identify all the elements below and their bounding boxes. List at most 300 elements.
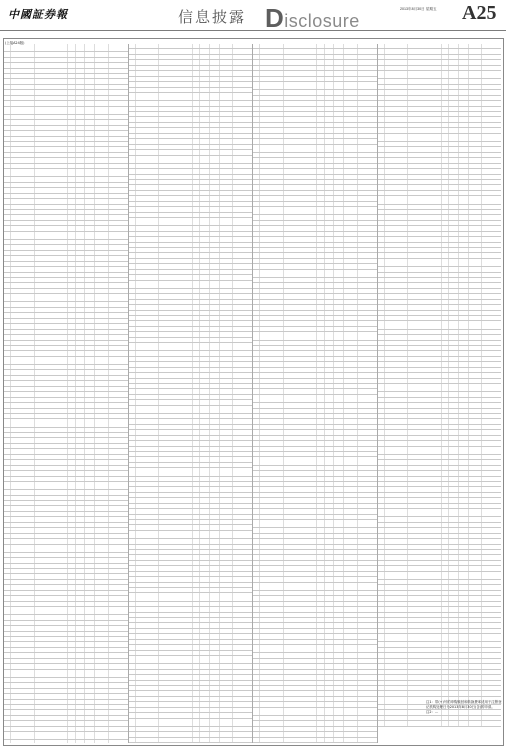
table-cell: [200, 675, 210, 679]
table-cell: [408, 487, 441, 491]
table-cell: [159, 577, 192, 581]
table-cell: [11, 126, 34, 130]
table-cell: [344, 153, 358, 157]
table-cell: [159, 708, 192, 712]
table-cell: [482, 79, 501, 83]
table-cell: [129, 253, 136, 257]
table-cell: [253, 128, 260, 132]
table-cell: [159, 139, 192, 143]
table-cell: [193, 185, 200, 189]
table-cell: [385, 226, 408, 230]
table-cell: [482, 664, 501, 668]
table-cell: [68, 283, 75, 287]
table-cell: [159, 738, 192, 742]
table-cell: [449, 686, 459, 690]
table-cell: [220, 656, 234, 663]
table-cell: [193, 493, 200, 497]
table-cell: [260, 164, 283, 168]
table-cell: [449, 403, 459, 407]
table-cell: [344, 607, 358, 611]
table-cell: [449, 455, 459, 459]
table-cell: [482, 545, 501, 549]
table-cell: [378, 283, 385, 287]
table-cell: [408, 273, 441, 277]
table-row: [378, 572, 502, 580]
table-cell: [442, 210, 449, 214]
table-cell: [317, 409, 324, 413]
table-cell: [378, 430, 385, 434]
table-cell: [76, 278, 86, 282]
table-cell: [284, 49, 317, 53]
table-cell: [129, 77, 136, 81]
table-cell: [260, 66, 283, 70]
table-cell: [358, 248, 377, 252]
table-cell: [68, 115, 75, 119]
table-cell: [95, 642, 109, 646]
table-cell: [136, 395, 159, 399]
table-cell: [193, 316, 200, 320]
table-cell: [200, 362, 210, 366]
table-cell: [408, 629, 441, 633]
table-cell: [284, 534, 317, 538]
table-cell: [109, 539, 128, 543]
table-cell: [95, 689, 109, 693]
table-cell: [129, 482, 136, 486]
table-cell: [344, 123, 358, 127]
table-cell: [76, 398, 86, 402]
table-cell: [76, 313, 86, 317]
table-cell: [325, 346, 335, 350]
table-cell: [442, 205, 449, 209]
table-cell: [469, 248, 483, 252]
table-cell: [95, 607, 109, 614]
table-cell: [129, 196, 136, 200]
table-cell: [76, 523, 86, 527]
table-cell: [11, 466, 34, 470]
table-cell: [68, 137, 75, 141]
table-cell: [358, 539, 377, 543]
table-cell: [459, 205, 469, 209]
table-cell: [317, 327, 324, 331]
table-cell: [385, 341, 408, 345]
table-cell: [408, 278, 441, 282]
table-cell: [136, 498, 159, 502]
table-cell: [109, 506, 128, 510]
table-cell: [334, 221, 344, 225]
table-cell: [129, 175, 136, 179]
table-cell: [233, 44, 252, 48]
table-cell: [85, 648, 95, 652]
table-cell: [220, 389, 234, 393]
table-cell: [11, 330, 34, 334]
table-cell: [159, 681, 192, 685]
table-cell: [11, 142, 34, 146]
table-cell: [459, 210, 469, 214]
table-cell: [4, 52, 11, 56]
table-cell: [385, 466, 408, 470]
table-cell: [76, 251, 86, 255]
table-cell: [284, 368, 317, 372]
table-cell: [378, 697, 385, 704]
table-cell: [325, 134, 335, 138]
table-cell: [210, 218, 220, 225]
table-cell: [76, 85, 86, 89]
table-cell: [459, 716, 469, 720]
table-cell: [408, 580, 441, 584]
table-cell: [317, 623, 324, 627]
table-cell: [109, 596, 128, 600]
table-cell: [35, 642, 68, 646]
table-cell: [109, 357, 128, 364]
table-cell: [4, 278, 11, 282]
table-cell: [442, 659, 449, 663]
table-cell: [11, 705, 34, 709]
table-cell: [210, 629, 220, 633]
table-cell: [233, 708, 252, 712]
table-cell: [35, 444, 68, 448]
table-cell: [136, 493, 159, 497]
table-cell: [385, 123, 408, 127]
table-cell: [358, 466, 377, 470]
table-row: [129, 531, 253, 539]
table-cell: [109, 564, 128, 568]
table-cell: [459, 283, 469, 287]
table-cell: [317, 645, 324, 652]
table-cell: [136, 561, 159, 565]
table-cell: [325, 670, 335, 674]
table-cell: [344, 477, 358, 481]
table-cell: [85, 621, 95, 625]
table-cell: [344, 545, 358, 549]
table-cell: [200, 343, 210, 350]
table-cell: [378, 517, 385, 521]
table-cell: [378, 566, 385, 570]
table-cell: [253, 591, 260, 595]
table-cell: [482, 294, 501, 298]
table-cell: [344, 373, 358, 377]
table-cell: [325, 577, 335, 581]
table-cell: [220, 321, 234, 325]
table-row: [378, 321, 502, 329]
table-cell: [35, 137, 68, 141]
table-cell: [253, 321, 260, 325]
table-cell: [4, 553, 11, 557]
table-cell: [200, 259, 210, 263]
table-cell: [85, 226, 95, 230]
table-cell: [200, 289, 210, 293]
table-cell: [378, 539, 385, 543]
table-cell: [284, 264, 317, 268]
table-cell: [11, 74, 34, 78]
table-cell: [469, 346, 483, 350]
table-cell: [378, 278, 385, 282]
table-cell: [358, 664, 377, 668]
table-cell: [76, 240, 86, 244]
table-cell: [35, 226, 68, 230]
table-cell: [68, 621, 75, 625]
table-cell: [482, 215, 501, 219]
table-cell: [408, 294, 441, 298]
table-cell: [385, 117, 408, 121]
table-cell: [317, 477, 324, 481]
table-cell: [159, 368, 192, 372]
table-cell: [317, 332, 324, 339]
table-cell: [378, 71, 385, 78]
table-cell: [200, 270, 210, 274]
table-cell: [459, 517, 469, 521]
table-cell: [334, 509, 344, 513]
continued-label: (上接A24版): [5, 41, 25, 45]
table-cell: [253, 664, 260, 668]
table-cell: [408, 686, 441, 690]
table-cell: [200, 332, 210, 336]
table-cell: [11, 341, 34, 345]
table-cell: [469, 330, 483, 334]
table-cell: [284, 482, 317, 486]
table-cell: [136, 294, 159, 298]
table-cell: [4, 107, 11, 114]
table-cell: [469, 504, 483, 508]
table-cell: [85, 558, 95, 562]
table-cell: [68, 648, 75, 652]
table-cell: [459, 101, 469, 105]
table-cell: [260, 545, 283, 549]
table-cell: [358, 221, 377, 225]
table-cell: [220, 145, 234, 149]
table-cell: [325, 732, 335, 736]
table-cell: [210, 270, 220, 274]
table-cell: [344, 441, 358, 445]
table-cell: [408, 716, 441, 720]
table-cell: [449, 528, 459, 532]
table-cell: [68, 74, 75, 78]
table-cell: [442, 572, 449, 579]
table-cell: [129, 150, 136, 154]
table-cell: [442, 226, 449, 230]
table-cell: [220, 520, 234, 524]
table-cell: [325, 471, 335, 475]
table-cell: [253, 691, 260, 695]
table-cell: [459, 153, 469, 157]
table-cell: [408, 550, 441, 554]
table-cell: [85, 273, 95, 277]
table-cell: [35, 256, 68, 260]
table-cell: [317, 362, 324, 366]
table-cell: [260, 316, 283, 320]
table-cell: [210, 441, 220, 445]
table-cell: [193, 82, 200, 86]
table-cell: [200, 452, 210, 456]
table-cell: [233, 49, 252, 53]
table-cell: [220, 71, 234, 75]
table-cell: [136, 406, 159, 413]
table-cell: [68, 564, 75, 568]
table-cell: [129, 525, 136, 529]
table-cell: [334, 341, 344, 345]
table-cell: [325, 681, 335, 685]
table-cell: [193, 572, 200, 576]
table-cell: [210, 55, 220, 59]
table-cell: [95, 232, 109, 239]
table-cell: [193, 145, 200, 149]
table-cell: [136, 588, 159, 592]
table-cell: [284, 539, 317, 543]
table-cell: [325, 82, 335, 89]
table-cell: [95, 732, 109, 739]
table-cell: [76, 289, 86, 293]
table-cell: [408, 232, 441, 236]
table-cell: [200, 531, 210, 538]
table-cell: [159, 305, 192, 309]
table-cell: [325, 207, 335, 214]
table-cell: [325, 645, 335, 652]
table-row: [129, 156, 253, 164]
table-cell: [317, 128, 324, 132]
table-cell: [344, 613, 358, 617]
table-cell: [442, 66, 449, 70]
table-cell: [159, 629, 192, 633]
table-cell: [284, 332, 317, 339]
table-cell: [159, 727, 192, 731]
table-cell: [385, 147, 408, 151]
table-cell: [210, 504, 220, 508]
table-cell: [109, 403, 128, 407]
table-row: [253, 82, 377, 90]
table-cell: [378, 96, 385, 100]
table-cell: [193, 321, 200, 325]
table-cell: [325, 395, 335, 402]
table-cell: [459, 232, 469, 236]
table-cell: [358, 447, 377, 451]
table-cell: [233, 332, 252, 336]
table-cell: [85, 574, 95, 578]
table-cell: [408, 504, 441, 508]
table-cell: [317, 123, 324, 127]
table-cell: [317, 300, 324, 304]
table-cell: [85, 700, 95, 704]
table-cell: [284, 327, 317, 331]
table-cell: [253, 686, 260, 690]
table-cell: [210, 321, 220, 325]
table-cell: [482, 341, 501, 345]
table-cell: [136, 414, 159, 418]
table-cell: [253, 66, 260, 70]
table-row: [4, 294, 128, 302]
table-cell: [95, 96, 109, 100]
table-cell: [482, 466, 501, 470]
table-cell: [459, 55, 469, 59]
table-cell: [442, 384, 449, 391]
table-cell: [482, 441, 501, 445]
table-cell: [482, 409, 501, 413]
table-cell: [449, 648, 459, 652]
table-cell: [129, 457, 136, 461]
table-cell: [317, 515, 324, 519]
table-cell: [449, 96, 459, 100]
table-cell: [95, 490, 109, 494]
table-cell: [4, 251, 11, 255]
table-cell: [385, 49, 408, 53]
table-cell: [220, 128, 234, 132]
table-cell: [469, 596, 483, 600]
table-cell: [469, 414, 483, 418]
table-cell: [136, 379, 159, 383]
table-cell: [95, 517, 109, 521]
table-cell: [482, 267, 501, 271]
table-cell: [109, 221, 128, 225]
table-cell: [210, 681, 220, 685]
table-cell: [325, 664, 335, 668]
table-cell: [325, 191, 335, 195]
table-cell: [129, 351, 136, 355]
table-cell: [193, 368, 200, 372]
table-cell: [344, 721, 358, 725]
table-cell: [325, 659, 335, 663]
table-cell: [4, 414, 11, 418]
table-cell: [11, 215, 34, 219]
table-cell: [449, 379, 459, 383]
table-cell: [442, 180, 449, 184]
table-cell: [358, 681, 377, 685]
table-cell: [129, 602, 136, 606]
table-cell: [459, 591, 469, 595]
table-cell: [109, 90, 128, 94]
table-cell: [325, 389, 335, 393]
table-cell: [334, 681, 344, 685]
table-cell: [284, 645, 317, 652]
table-cell: [482, 253, 501, 257]
table-cell: [344, 727, 358, 731]
table-cell: [4, 294, 11, 301]
table-cell: [459, 267, 469, 271]
table-cell: [76, 232, 86, 239]
table-cell: [95, 392, 109, 396]
table-cell: [378, 300, 385, 304]
table-cell: [459, 504, 469, 508]
table-cell: [109, 569, 128, 573]
table-cell: [4, 240, 11, 244]
table-cell: [200, 305, 210, 309]
table-cell: [85, 409, 95, 413]
table-cell: [408, 153, 441, 157]
table-cell: [129, 493, 136, 497]
table-cell: [334, 175, 344, 179]
table-row: [4, 545, 128, 553]
table-cell: [325, 327, 335, 331]
table-cell: [317, 259, 324, 263]
table-cell: [233, 406, 252, 413]
table-cell: [220, 226, 234, 230]
table-cell: [459, 623, 469, 627]
table-cell: [76, 683, 86, 687]
table-cell: [385, 455, 408, 459]
table-cell: [442, 430, 449, 434]
table-cell: [260, 384, 283, 388]
table-cell: [68, 101, 75, 105]
table-cell: [260, 270, 283, 277]
table-cell: [284, 248, 317, 252]
table-cell: [11, 381, 34, 385]
table-cell: [159, 123, 192, 127]
table-cell: [344, 555, 358, 559]
table-cell: [85, 278, 95, 282]
table-cell: [233, 107, 252, 111]
table-cell: [136, 555, 159, 559]
table-cell: [459, 430, 469, 434]
table-cell: [220, 156, 234, 163]
table-cell: [68, 596, 75, 600]
table-cell: [344, 466, 358, 470]
